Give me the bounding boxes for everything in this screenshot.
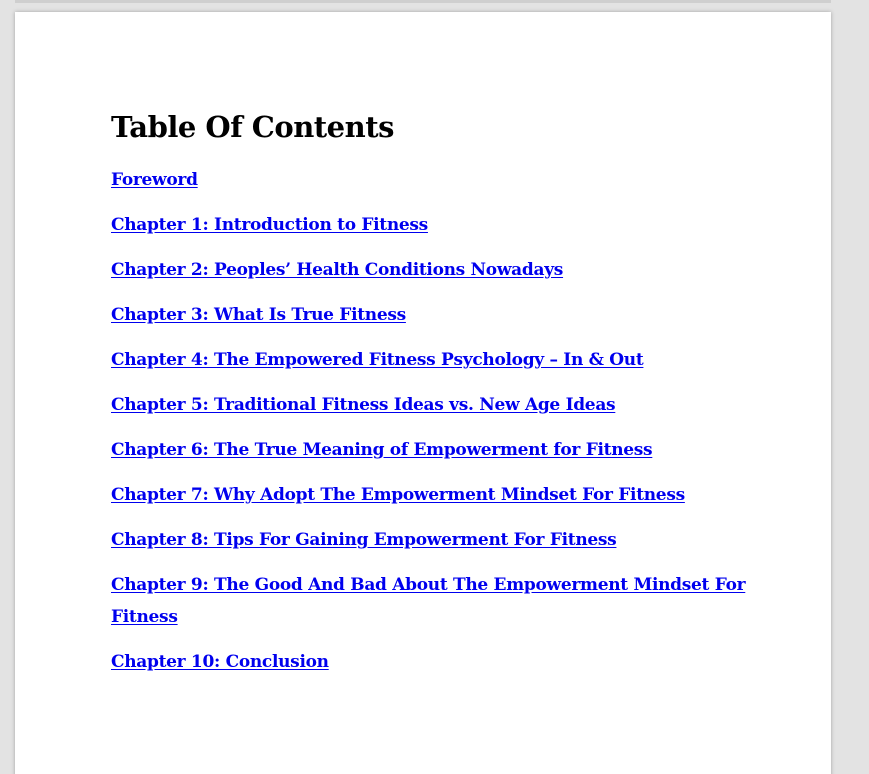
toc-link-chapter-4[interactable]: Chapter 4: The Empowered Fitness Psychology – In & Out <box>111 350 644 370</box>
toc-link-chapter-5[interactable]: Chapter 5: Traditional Fitness Ideas vs. New Age Ideas <box>111 395 616 415</box>
toc-item <box>111 524 751 556</box>
toc-heading: Table Of Contents <box>111 110 394 144</box>
toc-link-chapter-10[interactable]: Chapter 10: Conclusion <box>111 652 329 672</box>
toc-item <box>111 209 751 241</box>
toc-link-chapter-3[interactable]: Chapter 3: What Is True Fitness <box>111 305 406 325</box>
toc-item <box>111 164 751 196</box>
toc-item <box>111 344 751 376</box>
toc-link-chapter-9[interactable]: Chapter 9: The Good And Bad About The Empowerment Mindset For Fitness <box>111 575 746 627</box>
toc-item <box>111 479 751 511</box>
previous-page-edge <box>15 0 831 3</box>
toc-item <box>111 254 751 286</box>
toc-item <box>111 569 751 633</box>
toc-link-chapter-8[interactable]: Chapter 8: Tips For Gaining Empowerment For Fitness <box>111 530 617 550</box>
page-content <box>111 108 751 691</box>
toc-link-chapter-7[interactable]: Chapter 7: Why Adopt The Empowerment Mindset For Fitness <box>111 485 685 505</box>
toc-link-chapter-2[interactable]: Chapter 2: Peoples’ Health Conditions Nowadays <box>111 260 564 280</box>
toc-item <box>111 434 751 466</box>
toc-list <box>111 164 751 678</box>
toc-link-chapter-6[interactable]: Chapter 6: The True Meaning of Empowerment for Fitness <box>111 440 653 460</box>
toc-link-foreword[interactable]: Foreword <box>111 170 198 190</box>
toc-item <box>111 646 751 678</box>
toc-item <box>111 299 751 331</box>
document-page <box>15 12 831 774</box>
toc-link-chapter-1[interactable]: Chapter 1: Introduction to Fitness <box>111 215 428 235</box>
toc-item <box>111 389 751 421</box>
